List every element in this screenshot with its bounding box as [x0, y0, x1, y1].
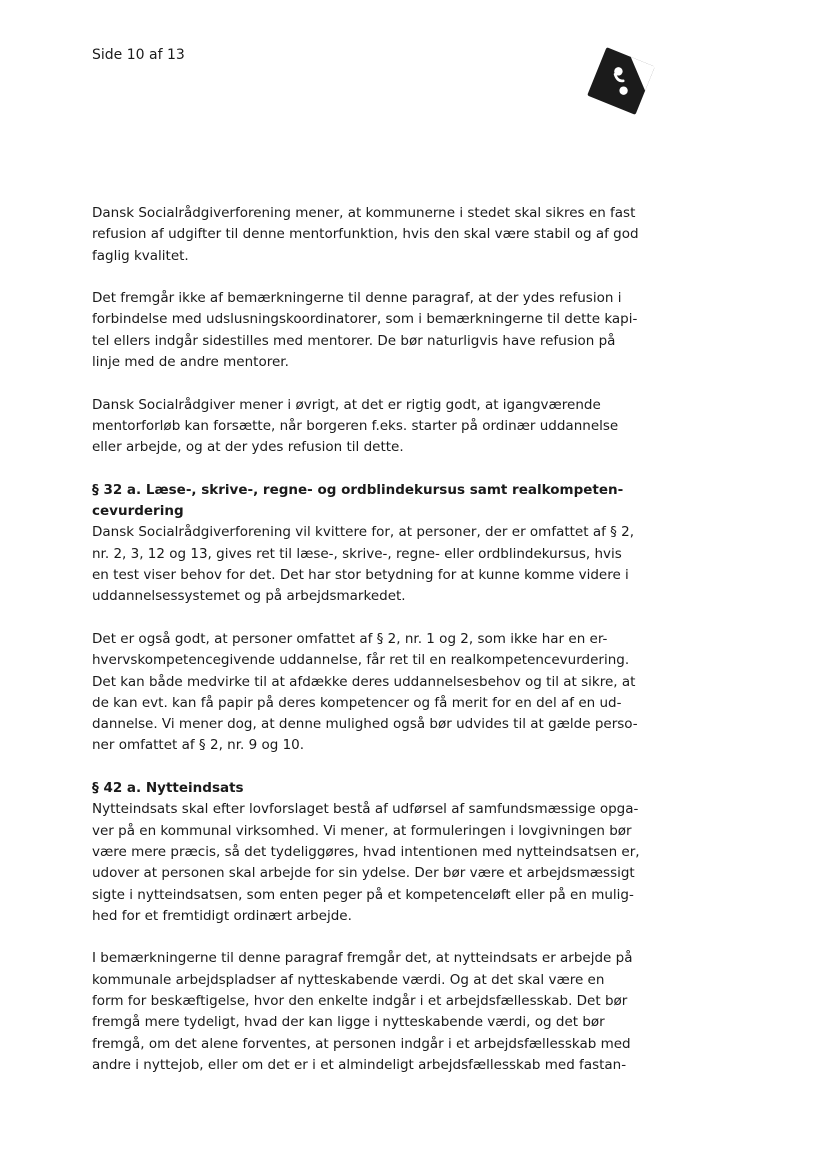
paragraph-udslusningskoordinatorer: Det fremgår ikke af bemærkningerne til denne paragraf, at der ydes refusion i forbindelse med udslusningskoordinatorer, som i bemærkningerne til dette kapi- tel ellers indgår sidestilles med mentorer. De bør naturligvis have refusion på linje med de andre mentorer. — [92, 290, 638, 371]
section-heading-32a: § 32 a. Læse-, skrive-, regne- og ordblindekursus samt realkompeten- cevurdering — [92, 481, 624, 520]
paragraph-mentorforloeb: Dansk Socialrådgiver mener i øvrigt, at det er rigtig godt, at igangværende mentorforløb kan forsætte, når borgeren f.eks. starter på ordinær uddannelse eller arbejde, og at der ydes refusion til dette. — [92, 396, 619, 456]
section-heading-42a: § 42 a. Nytteindsats — [92, 780, 244, 797]
paragraph-bemaerkninger: I bemærkningerne til denne paragraf fremgår det, at nytteindsats er arbejde på kommunale arbejdspladser af nytteskabende værdi. Og at det skal være en form for beskæftigelse, hvor den enkelte indgår i et arbejdsfællesskab. Det bør fremgå mere tydeligt, hvad der kan ligge i nytteskabende værdi, og det bør fremgå, om det alene forventes, at personen indgår i et arbejdsfællesskab med andre i nyttejob, eller om det er i et almindeligt arbejdsfællesskab med fastan- — [92, 950, 633, 1073]
page-number: Side 10 af 13 — [92, 47, 185, 63]
document-body — [92, 203, 672, 1097]
paragraph-realkompetence: Det er også godt, at personer omfattet af § 2, nr. 1 og 2, som ikke har en er- hvervskompetencegivende uddannelse, får ret til en realkompetencevurdering. Det kan både medvirke til at afdække deres uddannelsesbehov og til at sikre, at de kan evt. kan få papir på deres kompetencer og få merit for en del af en ud- dannelse. Vi mener dog, at denne mulighed også bør udvides til at gælde perso- ner omfattet af § 2, nr. 9 og 10. — [92, 630, 638, 754]
paragraph-mentor-refusion: Dansk Socialrådgiverforening mener, at kommunerne i stedet skal sikres en fast refusion af udgifter til denne mentorfunktion, hvis den skal være stabil og af god faglig kvalitet. — [92, 205, 639, 264]
paragraph-laese-kursus: Dansk Socialrådgiverforening vil kvittere for, at personer, der er omfattet af § 2, nr. 2, 3, 12 og 13, gives ret til læse-, skrive-, regne- eller ordblindekursus, hvis en test viser behov for det. Det har stor betydning for at kunne komme videre i uddannelsessystemet og på arbejdsmarkedet. — [92, 524, 635, 605]
organization-logo-icon — [586, 46, 656, 116]
paragraph-nytteindsats: Nytteindsats skal efter lovforslaget bestå af udførsel af samfundsmæssige opga- ver på en kommunal virksomhed. Vi mener, at formuleringen i lovgivningen bør være mere præcis, så det tydeliggøres, hvad intentionen med nytteindsatsen er, udover at personen skal arbejde for sin ydelse. Der bør være et arbejdsmæssigt sigte i nytteindsatsen, som enten peger på et kompetenceløft eller på en mulig- hed for et fremtidigt ordinært arbejde. — [92, 801, 640, 924]
